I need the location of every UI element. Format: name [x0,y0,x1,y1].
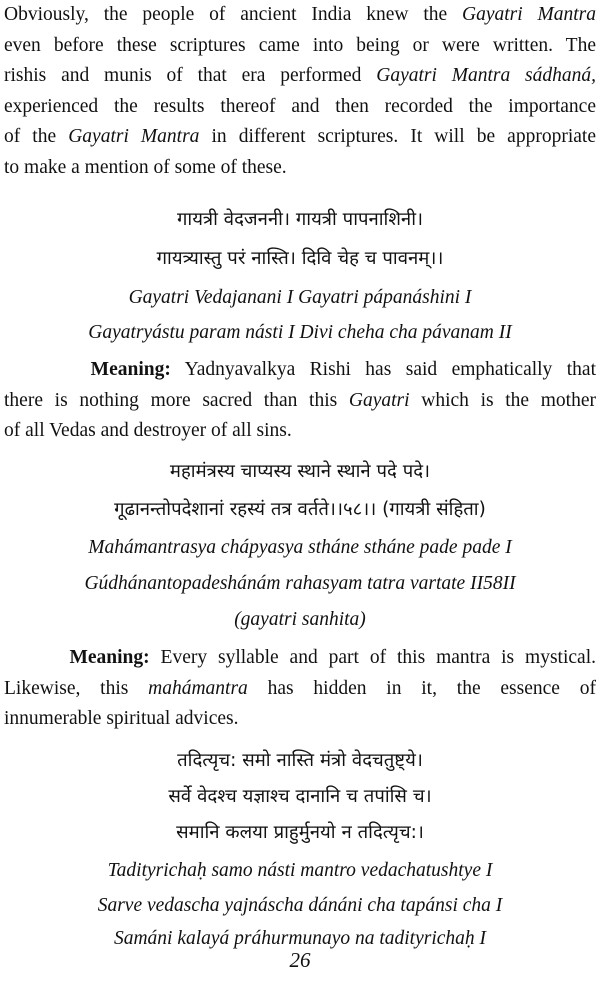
intro-line-1: Obviously, the people of ancient India knew the Gayatri Mantra [4,4,596,25]
verse2-transliteration-line-1: Mahámantrasya chápyasya stháne stháne pade pade I [88,537,512,558]
meaning1-line-1: Meaning: Yadnyavalkya Rishi has said emphatically that [90,359,596,380]
verse2-devanagari-line-2: गूढानन्तोपदेशानां रहस्यं तत्र वर्तते।।५८।। (गायत्री संहिता) [114,499,486,520]
intro-line-3: rishis and munis of that era performed Gayatri Mantra sádhaná, [4,65,596,86]
verse1-transliteration-line-2: Gayatryástu param násti I Divi cheha cha pávanam II [88,322,512,343]
meaning1-paragraph [4,355,596,447]
verse3-transliteration-line-1: Tadityrichaḥ samo násti mantro vedachatushtye I [107,860,493,881]
meaning1-line-2: there is nothing more sacred than this Gayatri which is the mother [4,389,596,411]
verse1-devanagari-line-1: गायत्री वेदजननी। गायत्री पापनाशिनी। [176,209,423,230]
verse3-devanagari-line-3: समानि कलया प्राहुर्मुनयो न तदित्यृच:। [176,822,424,843]
verse3-devanagari-line-1: तदित्यृच: समो नास्ति मंत्रो वेदचतुष्ट्ये। [177,750,423,771]
meaning2-line-3: innumerable spiritual advices. [4,708,239,729]
meaning2-line-1: Meaning: Every syllable and part of this mantra is mystical. [69,647,596,668]
intro-line-5: of the Gayatri Mantra in different scriptures. It will be appropriate [4,126,596,147]
page-number: 26 [289,948,311,972]
intro-line-4: experienced the results thereof and then recorded the importance [4,95,596,117]
verse3-devanagari-line-2: सर्वे वेदश्च यज्ञाश्च दानानि च तपांसि च। [168,786,432,807]
verse2-source: (gayatri sanhita) [234,609,366,630]
meaning2-paragraph [4,643,596,735]
meaning1-line-3: of all Vedas and destroyer of all sins. [4,420,292,441]
verse1-devanagari-line-2: गायत्र्यास्तु परं नास्ति। दिवि चेह च पावनम्।। [156,248,444,269]
verse1-transliteration-line-1: Gayatri Vedajanani I Gayatri pápanáshini I [128,287,472,308]
verse2-devanagari-line-1: महामंत्रस्य चाप्यस्य स्थाने स्थाने पदे पदे। [169,461,431,482]
intro-line-2: even before these scriptures came into being or were written. The [4,34,596,56]
verse3-transliteration-line-3: Samáni kalayá práhurmunayo na tadityrichaḥ I [113,928,487,949]
intro-line-6: to make a mention of some of these. [4,156,287,178]
intro-paragraph [4,0,596,183]
verse3-transliteration-line-2: Sarve vedascha yajnáscha dánáni cha tapánsi cha I [97,895,503,916]
meaning2-line-2: Likewise, this mahámantra has hidden in it, the essence of [4,677,596,699]
verse2-transliteration-line-2: Gúdhánantopadeshánám rahasyam tatra vartate II58II [84,573,516,594]
